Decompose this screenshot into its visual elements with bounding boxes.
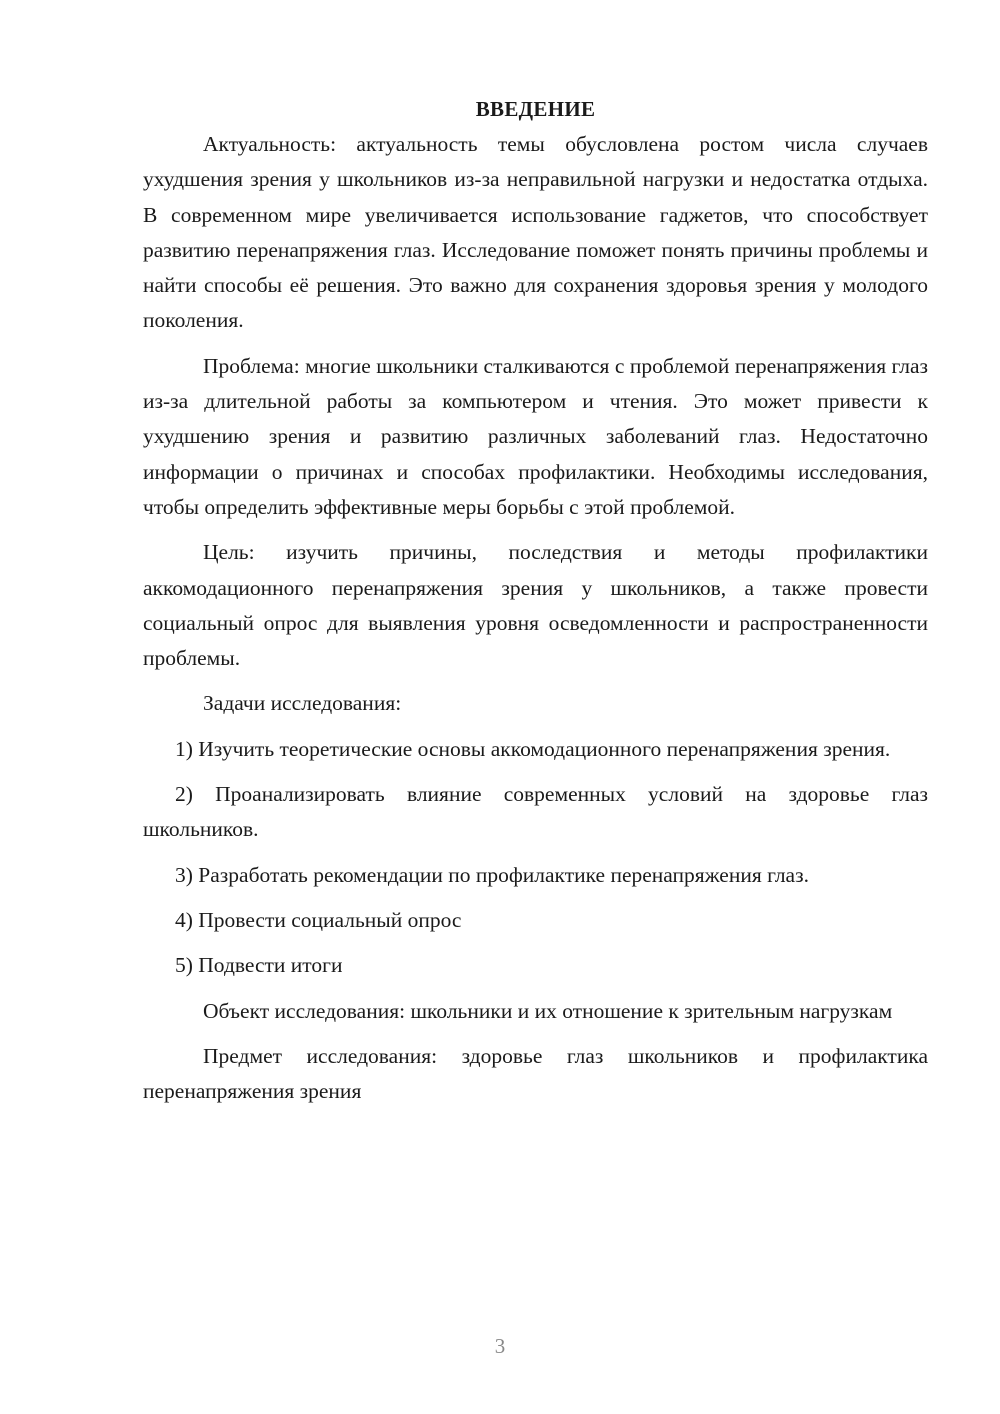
page-number: 3 bbox=[494, 1334, 506, 1358]
goal-paragraph: Цель: изучить причины, последствия и методы профилактики аккомодационного перенапряжения зрения у школьников, а также провести социальный опрос для выявления уровня осведомленности и распространенности проблемы. bbox=[143, 540, 928, 671]
document-page bbox=[143, 92, 928, 1109]
task-item-5: 5) Подвести итоги bbox=[175, 953, 343, 978]
task-item-2: 2) Проанализировать влияние современных условий на здоровье глаз школьников. bbox=[143, 782, 928, 842]
tasks-title: Задачи исследования: bbox=[203, 691, 402, 716]
task-item-4: 4) Провести социальный опрос bbox=[175, 907, 462, 932]
relevance-paragraph: Актуальность: актуальность темы обусловлена ростом числа случаев ухудшения зрения у школьников из-за неправильной нагрузки и недостатка отдыха. В современном мире увеличивается использование гаджетов, что способствует развитию перенапряжения глаз. Исследование поможет понять причины проблемы и найти способы её решения. Это важно для сохранения здоровья зрения у молодого поколения. bbox=[143, 132, 928, 333]
section-heading: ВВЕДЕНИЕ bbox=[475, 97, 596, 121]
task-item-3: 3) Разработать рекомендации по профилактике перенапряжения глаз. bbox=[175, 862, 809, 887]
subject-paragraph: Предмет исследования: здоровье глаз школьников и профилактика перенапряжения зрения bbox=[143, 1043, 928, 1104]
task-item-1: 1) Изучить теоретические основы аккомодационного перенапряжения зрения. bbox=[175, 736, 891, 761]
object-paragraph: Объект исследования: школьники и их отношение к зрительным нагрузкам bbox=[203, 998, 893, 1023]
problem-paragraph: Проблема: многие школьники сталкиваются с проблемой перенапряжения глаз из-за длительной работы за компьютером и чтения. Это может привести к ухудшению зрения и развитию различных заболеваний глаз. Недостаточно информации о причинах и способах профилактики. Необходимы исследования, чтобы определить эффективные меры борьбы с этой проблемой. bbox=[143, 353, 928, 519]
